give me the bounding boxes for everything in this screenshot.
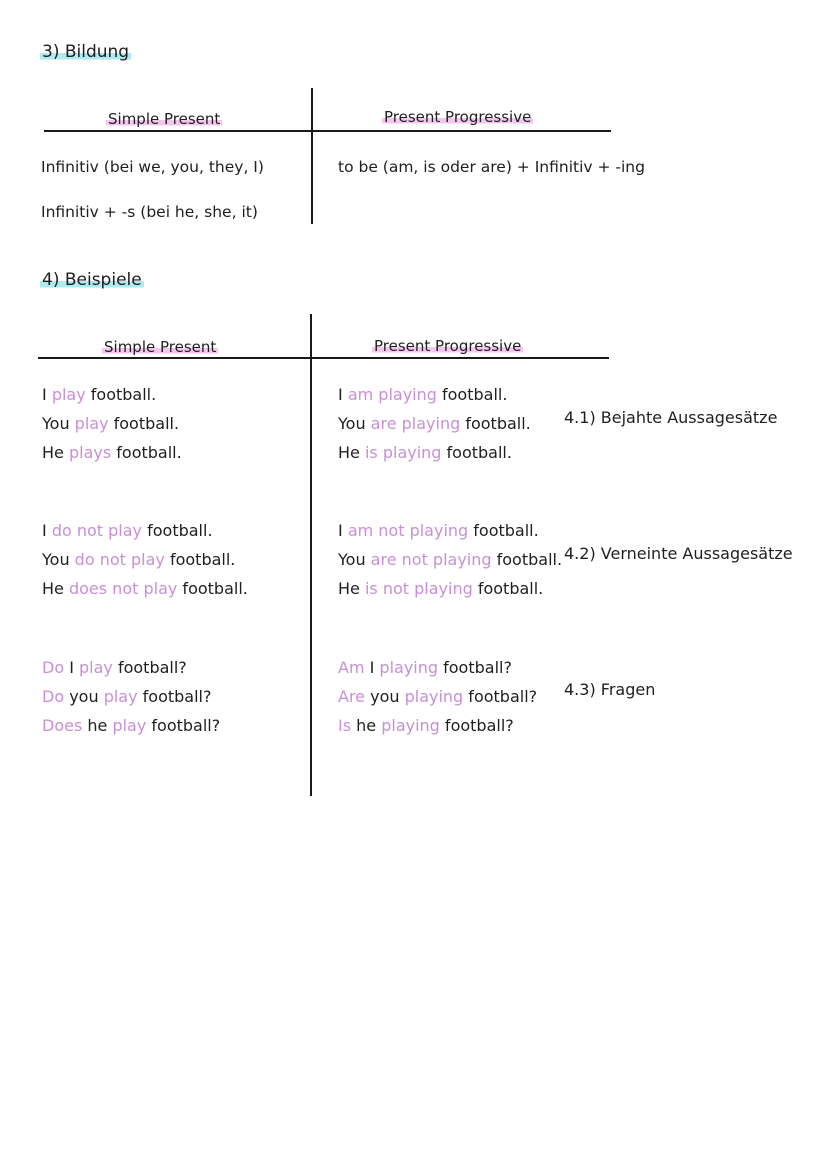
group-label: 4.3) Fragen: [564, 680, 656, 699]
beispiele-col-simple-present: Simple Present: [104, 338, 217, 356]
bildung-col-present-progressive: Present Progressive: [384, 108, 532, 126]
sentence-text: I: [338, 385, 348, 404]
section-heading-bildung: 3) Bildung: [42, 42, 130, 62]
sentence-text: football?: [463, 687, 538, 706]
sentence-text: You: [42, 414, 75, 433]
highlighted-verb: plays: [68, 443, 112, 462]
highlighted-verb: play: [74, 414, 109, 433]
group-label: 4.2) Verneinte Aussagesätze: [564, 544, 793, 563]
sentence-text: football.: [164, 550, 236, 569]
example-left-line: [42, 521, 213, 541]
highlighted-verb: playing: [379, 658, 439, 677]
highlighted-verb: Is: [338, 716, 352, 735]
highlighted-verb: does not play: [68, 579, 178, 598]
highlighted-verb: is not playing: [364, 579, 473, 598]
example-left-line: [42, 443, 182, 463]
highlighted-verb: play: [79, 658, 113, 677]
bildung-left-row-1: Infinitiv (bei we, you, they, I): [41, 158, 264, 176]
example-right-line: [338, 716, 514, 736]
sentence-text: football.: [108, 414, 180, 433]
highlighted-verb: play: [51, 385, 86, 404]
highlighted-verb: play: [112, 716, 147, 735]
highlighted-verb: Do: [42, 658, 65, 677]
bildung-left-row-2: Infinitiv + -s (bei he, she, it): [41, 203, 258, 221]
beispiele-table-rule: [38, 357, 609, 359]
sentence-text: football.: [472, 579, 544, 598]
example-left-line: [42, 579, 248, 599]
highlighted-verb: playing: [381, 716, 440, 735]
example-left-line: [42, 658, 187, 678]
sentence-text: football?: [438, 658, 512, 677]
example-right-line: [338, 385, 507, 405]
sentence-text: football.: [460, 414, 531, 433]
highlighted-verb: Do: [42, 687, 65, 706]
bildung-table-rule: [44, 130, 611, 132]
sentence-text: football?: [146, 716, 221, 735]
sentence-text: I: [364, 658, 380, 677]
highlighted-verb: are playing: [370, 414, 461, 433]
sentence-text: I: [42, 385, 52, 404]
example-left-line: [42, 385, 156, 405]
sentence-text: you: [64, 687, 104, 706]
bildung-col-simple-present: Simple Present: [108, 110, 221, 128]
example-right-line: [338, 579, 543, 599]
example-left-line: [42, 716, 220, 736]
sentence-text: football.: [468, 521, 539, 540]
sentence-text: football?: [137, 687, 212, 706]
sentence-text: He: [42, 579, 69, 598]
example-left-line: [42, 414, 179, 434]
highlighted-verb: do not play: [74, 550, 165, 569]
sentence-text: football.: [142, 521, 213, 540]
group-label: 4.1) Bejahte Aussagesätze: [564, 408, 778, 427]
sentence-text: I: [338, 521, 348, 540]
example-right-line: [338, 550, 562, 570]
highlighted-verb: are not playing: [370, 550, 492, 569]
section-heading-beispiele: 4) Beispiele: [42, 270, 142, 290]
beispiele-col-present-progressive: Present Progressive: [374, 337, 522, 355]
beispiele-table-divider: [310, 314, 312, 796]
highlighted-verb: am not playing: [347, 521, 469, 540]
example-right-line: [338, 414, 531, 434]
sentence-text: He: [338, 443, 365, 462]
sentence-text: He: [42, 443, 69, 462]
sentence-text: football.: [436, 385, 508, 404]
sentence-text: football.: [491, 550, 563, 569]
highlighted-verb: play: [103, 687, 138, 706]
sentence-text: football.: [177, 579, 248, 598]
bildung-right-row-1: to be (am, is oder are) + Infinitiv + -ing: [338, 158, 645, 176]
sentence-text: football.: [85, 385, 157, 404]
highlighted-verb: playing: [404, 687, 464, 706]
highlighted-verb: do not play: [51, 521, 143, 540]
sentence-text: football.: [441, 443, 512, 462]
highlighted-verb: Does: [42, 716, 83, 735]
bildung-table-divider: [311, 88, 313, 224]
sentence-text: football?: [439, 716, 514, 735]
highlighted-verb: am playing: [347, 385, 437, 404]
sentence-text: he: [82, 716, 113, 735]
sentence-text: You: [42, 550, 75, 569]
sentence-text: I: [64, 658, 79, 677]
highlighted-verb: is playing: [364, 443, 442, 462]
highlighted-verb: Are: [338, 687, 366, 706]
example-right-line: [338, 687, 537, 707]
example-right-line: [338, 658, 512, 678]
example-left-line: [42, 550, 235, 570]
sentence-text: You: [338, 550, 371, 569]
example-left-line: [42, 687, 211, 707]
example-right-line: [338, 443, 512, 463]
sentence-text: he: [351, 716, 382, 735]
sentence-text: You: [338, 414, 371, 433]
sentence-text: He: [338, 579, 365, 598]
highlighted-verb: Am: [338, 658, 365, 677]
sentence-text: football?: [112, 658, 187, 677]
sentence-text: you: [365, 687, 405, 706]
sentence-text: I: [42, 521, 52, 540]
example-right-line: [338, 521, 539, 541]
sentence-text: football.: [111, 443, 182, 462]
